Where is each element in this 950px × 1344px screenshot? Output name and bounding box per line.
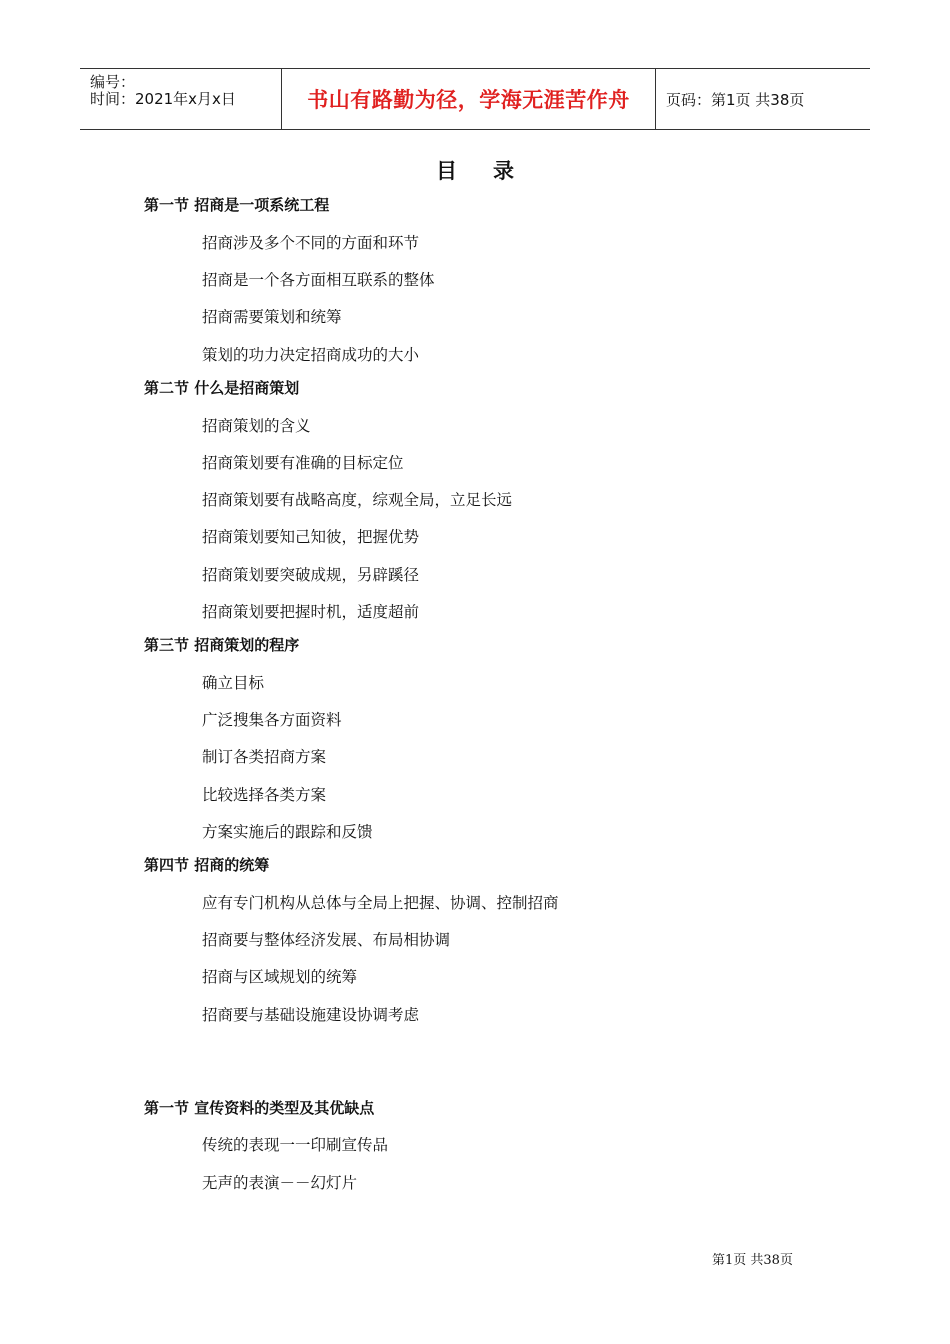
toc-item: 招商要与整体经济发展、布局相协调 bbox=[202, 931, 451, 949]
section-heading: 第二节 什么是招商策划 bbox=[144, 379, 300, 397]
toc-item: 策划的功力决定招商成功的大小 bbox=[202, 346, 420, 364]
toc-title: 目录 bbox=[436, 159, 550, 183]
page-header bbox=[80, 68, 870, 130]
header-meta bbox=[80, 69, 282, 129]
toc-item: 招商需要策划和统筹 bbox=[202, 308, 342, 326]
document-number-label: 编号： bbox=[90, 73, 136, 91]
toc-item: 招商策划的含义 bbox=[202, 417, 311, 435]
toc-item: 传统的表现一一印刷宣传品 bbox=[202, 1136, 389, 1154]
toc-item: 制订各类招商方案 bbox=[202, 748, 327, 766]
toc-item: 招商要与基础设施建设协调考虑 bbox=[202, 1006, 420, 1024]
toc-item: 招商是一个各方面相互联系的整体 bbox=[202, 271, 435, 289]
toc-item: 招商与区域规划的统筹 bbox=[202, 968, 358, 986]
section-heading: 第三节 招商策划的程序 bbox=[144, 636, 300, 654]
toc-item: 无声的表演－－幻灯片 bbox=[202, 1174, 358, 1192]
document-time-label: 时间：2021年x月x日 bbox=[90, 90, 236, 108]
toc-item: 确立目标 bbox=[202, 674, 265, 692]
header-page-info: 页码：第1页 共38页 bbox=[666, 90, 805, 109]
toc-item: 招商策划要有准确的目标定位 bbox=[202, 454, 404, 472]
toc-item: 比较选择各类方案 bbox=[202, 786, 327, 804]
page-footer: 第1页 共38页 bbox=[712, 1253, 793, 1268]
toc-item: 招商涉及多个不同的方面和环节 bbox=[202, 234, 420, 252]
toc-item: 招商策划要有战略高度，综观全局，立足长远 bbox=[202, 491, 513, 509]
toc-item: 方案实施后的跟踪和反馈 bbox=[202, 823, 373, 841]
toc-item: 招商策划要知己知彼，把握优势 bbox=[202, 528, 420, 546]
section-heading: 第一节 宣传资料的类型及其优缺点 bbox=[144, 1099, 375, 1117]
header-motto: 书山有路勤为径，学海无涯苦作舟 bbox=[282, 69, 656, 129]
toc-item: 招商策划要把握时机，适度超前 bbox=[202, 603, 420, 621]
toc-item: 广泛搜集各方面资料 bbox=[202, 711, 342, 729]
section-heading: 第四节 招商的统筹 bbox=[144, 856, 270, 874]
toc-item: 应有专门机构从总体与全局上把握、协调、控制招商 bbox=[202, 894, 559, 912]
section-heading: 第一节 招商是一项系统工程 bbox=[144, 196, 330, 214]
toc-item: 招商策划要突破成规，另辟蹊径 bbox=[202, 566, 420, 584]
